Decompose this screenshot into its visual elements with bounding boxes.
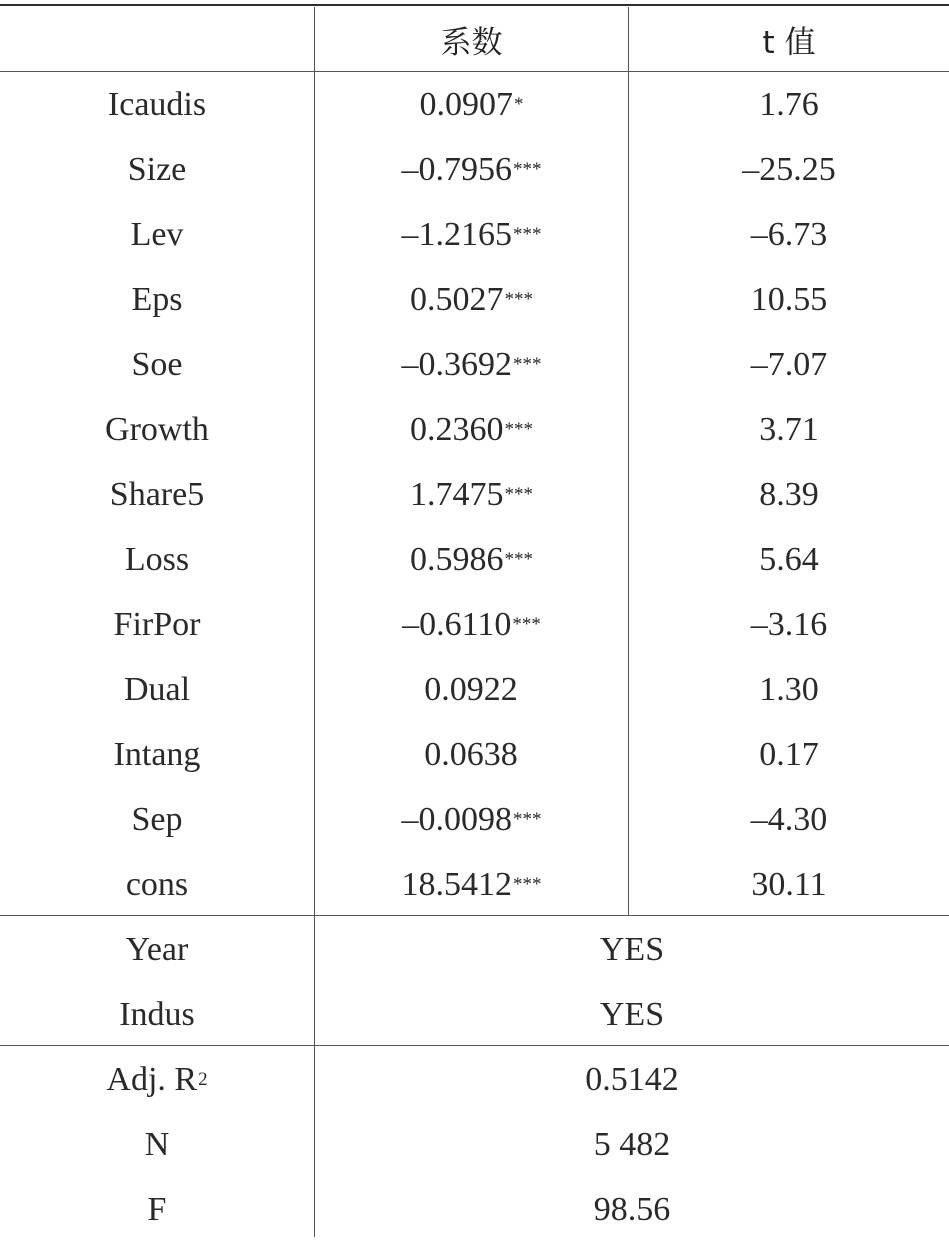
coefficient-value: –0.6110 bbox=[402, 605, 512, 643]
coefficient-cell: 0.0907 * bbox=[419, 85, 524, 123]
control-row bbox=[0, 982, 949, 1047]
variable-name: Dual bbox=[123, 670, 191, 708]
coefficient-value: 1.7475 bbox=[410, 475, 504, 513]
column-divider-1 bbox=[314, 7, 315, 1237]
adj-r2-label-cell: Adj. R 2 bbox=[106, 1060, 208, 1098]
variable-name: Loss bbox=[124, 540, 190, 578]
coefficient-value: 0.0907 bbox=[419, 85, 513, 123]
coefficient-cell: 0.5986 *** bbox=[410, 540, 533, 578]
table-row bbox=[0, 657, 949, 722]
table-row bbox=[0, 397, 949, 462]
f-label: F bbox=[147, 1190, 167, 1228]
coefficient-cell: –0.6110 *** bbox=[402, 605, 541, 643]
table-row bbox=[0, 72, 949, 137]
t-value: 10.55 bbox=[750, 280, 828, 318]
variable-name: FirPor bbox=[113, 605, 201, 643]
table-row bbox=[0, 852, 949, 917]
controls-divider bbox=[0, 915, 949, 916]
t-value: 0.17 bbox=[759, 735, 819, 773]
table-row bbox=[0, 787, 949, 852]
t-value: 1.76 bbox=[759, 85, 819, 123]
coefficient-value: 0.0638 bbox=[424, 735, 518, 773]
table-row bbox=[0, 592, 949, 657]
top-rule bbox=[0, 4, 949, 6]
header-divider bbox=[0, 71, 949, 72]
stats-divider bbox=[0, 1045, 949, 1046]
variable-name: cons bbox=[125, 865, 189, 903]
header-coefficient: 系数 bbox=[440, 25, 503, 61]
coefficient-value: –1.2165 bbox=[401, 215, 512, 253]
variable-name: Growth bbox=[105, 410, 209, 448]
adj-r2-label: Adj. R bbox=[106, 1060, 198, 1098]
column-divider-2 bbox=[628, 7, 629, 916]
table-row bbox=[0, 267, 949, 332]
table-row bbox=[0, 202, 949, 267]
stat-row-adj-r2 bbox=[0, 1047, 949, 1112]
control-value: YES bbox=[599, 995, 665, 1033]
header-t-value: t 值 bbox=[762, 25, 816, 61]
coefficient-value: –0.0098 bbox=[401, 800, 512, 838]
coefficient-cell: –0.0098 *** bbox=[401, 800, 542, 838]
t-value: –6.73 bbox=[750, 215, 828, 253]
n-label: N bbox=[144, 1125, 170, 1163]
variable-name: Icaudis bbox=[107, 85, 207, 123]
coefficient-value: –0.7956 bbox=[401, 150, 512, 188]
n-value: 5 482 bbox=[593, 1125, 671, 1163]
control-row bbox=[0, 917, 949, 982]
table-row bbox=[0, 722, 949, 787]
t-value: –7.07 bbox=[750, 345, 828, 383]
variable-name: Sep bbox=[131, 800, 183, 838]
t-value: –25.25 bbox=[742, 150, 836, 188]
t-value: 8.39 bbox=[759, 475, 819, 513]
t-value: 1.30 bbox=[759, 670, 819, 708]
variable-name: Intang bbox=[113, 735, 201, 773]
header-row bbox=[0, 7, 949, 72]
coefficient-cell bbox=[315, 722, 628, 787]
coefficient-cell: –0.7956 *** bbox=[401, 150, 542, 188]
coefficient-cell bbox=[315, 657, 628, 722]
coefficient-value: 0.2360 bbox=[410, 410, 504, 448]
table-row bbox=[0, 332, 949, 397]
coefficient-cell: 0.5027 *** bbox=[410, 280, 533, 318]
control-label: Year bbox=[125, 930, 189, 968]
variable-name: Size bbox=[127, 150, 187, 188]
t-value: 5.64 bbox=[759, 540, 819, 578]
coefficient-cell: 1.7475 *** bbox=[410, 475, 533, 513]
header-variable bbox=[0, 7, 314, 72]
stat-row-n bbox=[0, 1112, 949, 1177]
coefficient-value: 0.0922 bbox=[424, 670, 518, 708]
coefficient-value: –0.3692 bbox=[401, 345, 512, 383]
control-label: Indus bbox=[119, 995, 195, 1033]
variable-name: Eps bbox=[131, 280, 183, 318]
coefficient-value: 0.5027 bbox=[410, 280, 504, 318]
coefficient-cell: 18.5412 *** bbox=[401, 865, 542, 903]
coefficient-cell: –0.3692 *** bbox=[401, 345, 542, 383]
t-value: 3.71 bbox=[759, 410, 819, 448]
control-value: YES bbox=[599, 930, 665, 968]
t-value: –3.16 bbox=[750, 605, 828, 643]
variable-name: Share5 bbox=[109, 475, 205, 513]
coefficient-value: 18.5412 bbox=[401, 865, 512, 903]
variable-name: Soe bbox=[131, 345, 183, 383]
coefficient-cell: 0.2360 *** bbox=[410, 410, 533, 448]
coefficient-cell: –1.2165 *** bbox=[401, 215, 542, 253]
table-row bbox=[0, 527, 949, 592]
variable-name: Lev bbox=[130, 215, 184, 253]
t-value: –4.30 bbox=[750, 800, 828, 838]
stat-row-f bbox=[0, 1177, 949, 1242]
table-row bbox=[0, 462, 949, 527]
adj-r2-value: 0.5142 bbox=[585, 1060, 679, 1098]
table-row bbox=[0, 137, 949, 202]
t-value: 30.11 bbox=[751, 865, 827, 903]
f-value: 98.56 bbox=[593, 1190, 671, 1228]
coefficient-value: 0.5986 bbox=[410, 540, 504, 578]
